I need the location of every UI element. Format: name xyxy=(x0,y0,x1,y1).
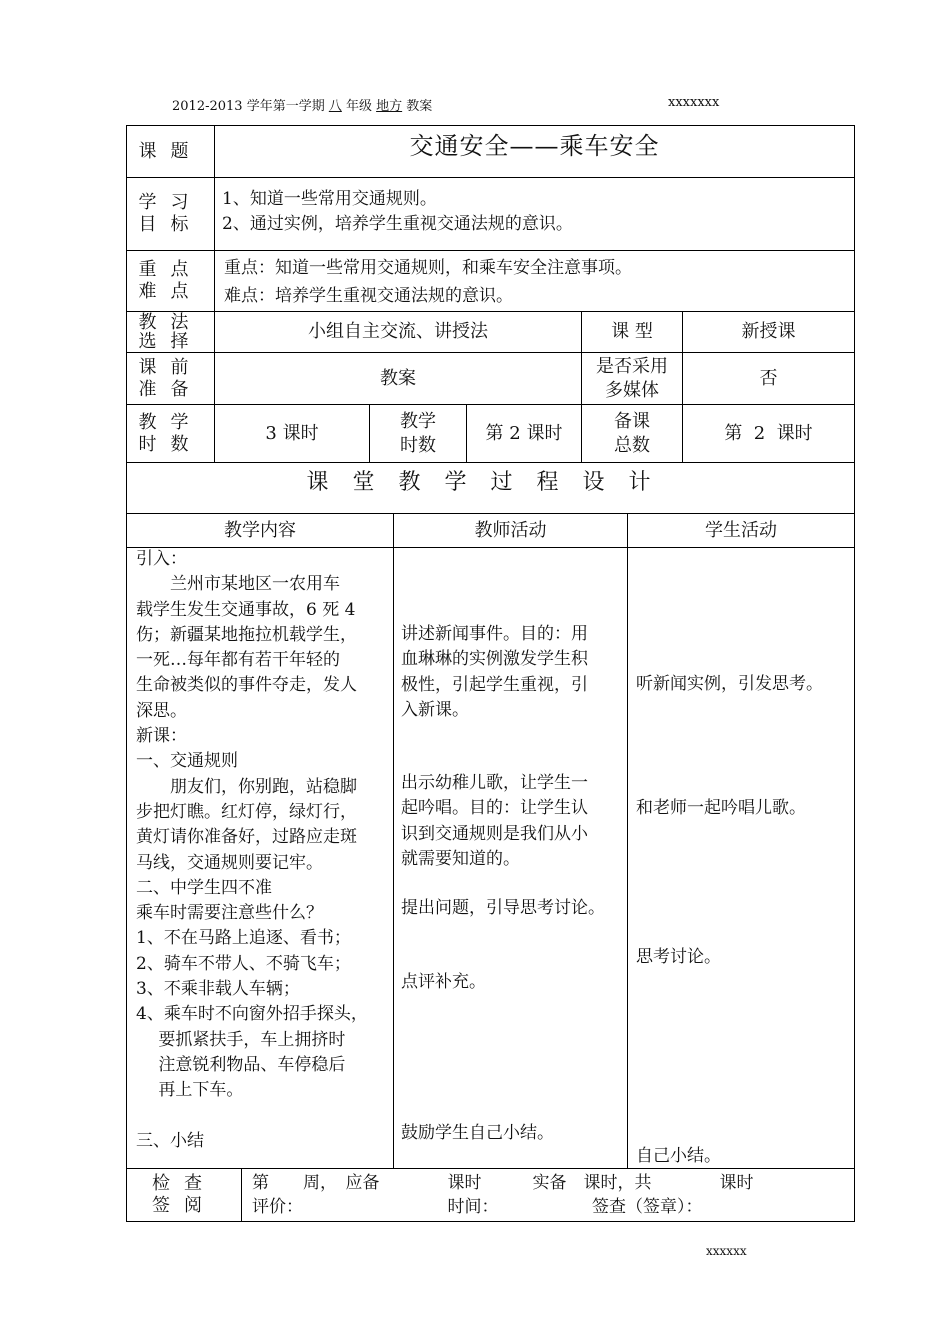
header-grade-suffix: 年级 xyxy=(341,99,377,114)
method-label: 教法 选择 xyxy=(138,312,203,352)
content-line: 伤；新疆某地拖拉机载学生， xyxy=(136,624,357,645)
content-column-header: 教学内容 xyxy=(224,519,296,541)
content-line: 乘车时需要注意些什么？ xyxy=(136,903,323,924)
lesson-type: 新授课 xyxy=(741,321,796,342)
teacher-line: 出示幼稚儿歌，让学生一 xyxy=(401,773,588,793)
content-line: 一死…每年都有若干年轻的 xyxy=(136,650,340,671)
teacher-line: 起吟唱。目的：让学生认 xyxy=(401,798,588,819)
content-line: 朋友们，你别跑，站稳脚 xyxy=(136,776,357,797)
preparation: 教案 xyxy=(380,367,416,389)
teacher-column-header: 教师活动 xyxy=(474,519,547,541)
page-header xyxy=(172,95,432,114)
content-line: 生命被类似的事件夺走，发人 xyxy=(136,675,357,696)
teacher-line: 识到交通规则是我们从小 xyxy=(401,823,588,844)
teacher-activity xyxy=(401,771,588,872)
content-line: 兰州市某地区一农用车 xyxy=(136,574,340,595)
teacher-activity xyxy=(401,1121,554,1146)
content-line: 载学生发生交通事故，6 死 4 xyxy=(136,599,356,620)
goal-2: 2、通过实例，培养学生重视交通法规的意识。 xyxy=(222,214,573,234)
student-activity xyxy=(636,1144,721,1169)
teacher-line: 提出问题，引导思考讨论。 xyxy=(401,898,605,918)
content-line: 引入： xyxy=(136,549,187,569)
multimedia-label: 是否采用 多媒体 xyxy=(596,355,668,401)
content-line: 1、不在马路上追逐、看书； xyxy=(136,928,351,949)
teacher-line: 鼓励学生自己小结。 xyxy=(401,1123,554,1143)
check-line-1: 第 周， 应备 课时 实备 课时，共 课时 xyxy=(252,1173,754,1193)
multimedia: 否 xyxy=(759,367,778,389)
preparation-label: 课前 准备 xyxy=(138,356,203,400)
page-footer: xxxxxx xyxy=(706,1244,747,1258)
content-line: 4、乘车时不向窗外招手探头， xyxy=(136,1004,368,1025)
key-point: 重点：知道一些常用交通规则，和乘车安全注意事项。 xyxy=(224,258,632,278)
content-line: 三、小结 xyxy=(136,1130,204,1151)
header-code: xxxxxxx xyxy=(668,95,720,110)
content-line: 2、骑车不带人、不骑飞车； xyxy=(136,953,351,974)
teacher-line: 极性，引起学生重视，引 xyxy=(401,674,588,695)
content-line: 马线，交通规则要记牢。 xyxy=(136,852,323,873)
lesson-type-label: 课 型 xyxy=(611,321,653,342)
content-line: 3、不乘非载人车辆； xyxy=(136,979,300,1000)
check-label: 检查 签阅 xyxy=(152,1173,216,1216)
teaching-hours: 3 课时 xyxy=(265,422,319,444)
content-line xyxy=(136,1104,368,1129)
teacher-line: 点评补充。 xyxy=(401,972,486,992)
student-activity xyxy=(636,672,823,697)
student-line: 思考讨论。 xyxy=(636,947,721,967)
header-grade: 八 xyxy=(328,99,342,114)
teaching-content xyxy=(136,547,368,1154)
content-line: 一、交通规则 xyxy=(136,751,238,772)
content-line: 再上下车。 xyxy=(136,1080,244,1101)
content-line: 注意锐利物品、车停稳后 xyxy=(136,1054,346,1075)
teacher-activity xyxy=(401,896,605,921)
total-hours: 第 2 课时 xyxy=(724,422,813,444)
goal-1: 1、知道一些常用交通规则。 xyxy=(222,189,437,209)
teacher-line: 讲述新闻事件。目的：用 xyxy=(401,624,588,644)
content-line: 新课： xyxy=(136,726,187,747)
topic-title: 交通安全——乘车安全 xyxy=(409,132,660,160)
content-line: 步把灯瞧。红灯停，绿灯行， xyxy=(136,801,357,822)
total-label: 备课 总数 xyxy=(614,410,650,456)
student-line: 听新闻实例，引发思考。 xyxy=(636,674,823,694)
hours-label: 教学 时数 xyxy=(138,411,203,455)
student-column-header: 学生活动 xyxy=(705,519,777,541)
student-activity xyxy=(636,945,721,970)
teaching-method: 小组自主交流、讲授法 xyxy=(308,321,488,342)
teacher-line: 血琳琳的实例激发学生积 xyxy=(401,649,588,670)
goals-label: 学习 目标 xyxy=(138,192,203,235)
hours-label-b: 教学 时数 xyxy=(400,410,436,456)
topic-label: 课题 xyxy=(138,140,203,162)
teacher-line: 入新课。 xyxy=(401,699,469,720)
content-line: 深思。 xyxy=(136,700,187,721)
student-activity xyxy=(636,796,806,821)
teacher-activity xyxy=(401,622,588,723)
teacher-line: 就需要知道的。 xyxy=(401,848,520,869)
content-line: 要抓紧扶手，车上拥挤时 xyxy=(136,1029,346,1050)
content-line: 黄灯请你准备好，过路应走斑 xyxy=(136,827,357,848)
difficult-point: 难点：培养学生重视交通法规的意识。 xyxy=(224,286,513,306)
process-title: 课堂教学过程设计 xyxy=(306,470,675,495)
header-term: 2012-2013 学年第一学期 xyxy=(172,99,329,114)
key-points-label: 重点 难点 xyxy=(138,259,203,302)
teacher-activity xyxy=(401,970,486,995)
content-line: 二、中学生四不准 xyxy=(136,877,272,898)
header-subject-suffix: 教案 xyxy=(402,99,433,114)
header-subject: 地方 xyxy=(376,99,403,114)
current-hour: 第 2 课时 xyxy=(485,422,563,444)
student-line: 自己小结。 xyxy=(636,1146,721,1166)
check-line-2: 评价： 时间： 签查（签章）： xyxy=(252,1197,703,1217)
student-line: 和老师一起吟唱儿歌。 xyxy=(636,798,806,818)
